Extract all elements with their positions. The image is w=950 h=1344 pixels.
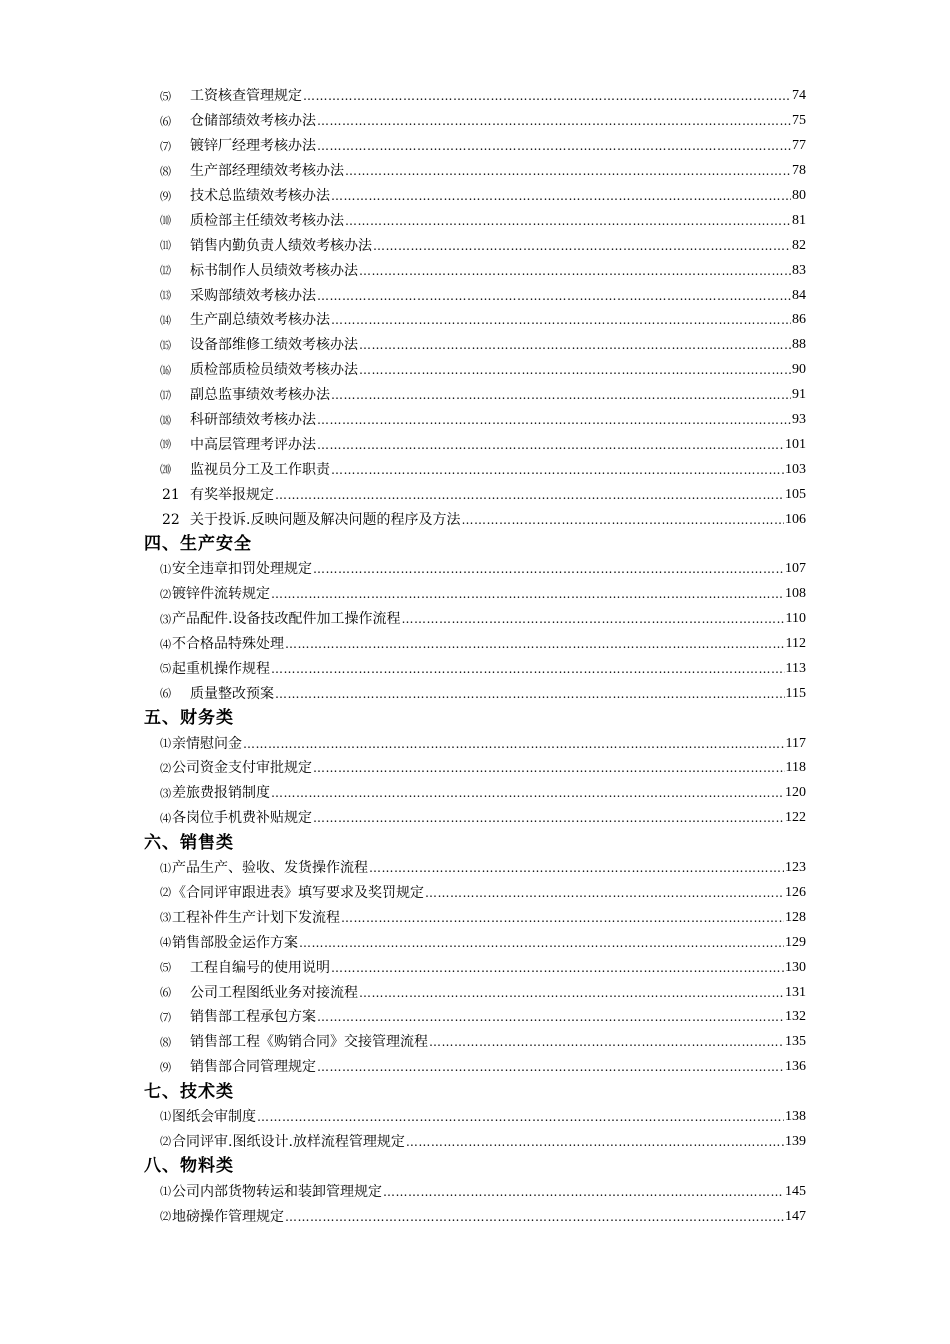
leader-dots	[317, 1061, 784, 1073]
entry-number: ⒅	[160, 413, 171, 427]
toc-entry[interactable]	[0, 856, 806, 881]
leader-dots	[313, 563, 784, 575]
leader-dots	[317, 140, 791, 152]
toc-entry[interactable]	[0, 1005, 806, 1030]
leader-dots	[331, 190, 791, 202]
entry-number: ⑴	[160, 861, 171, 875]
entry-number: ⒇	[160, 463, 171, 477]
toc-group-performance	[0, 84, 950, 532]
entry-page: 112	[785, 636, 806, 652]
leader-dots	[341, 912, 784, 924]
entry-title: 公司内部货物转运和装卸管理规定	[172, 1183, 382, 1200]
leader-dots	[406, 1136, 784, 1148]
entry-title: 采购部绩效考核办法	[190, 287, 316, 304]
entry-page: 136	[785, 1059, 806, 1075]
leader-dots	[331, 314, 791, 326]
leader-dots	[285, 1211, 784, 1223]
entry-number: ⑺	[160, 1010, 171, 1024]
entry-page: 101	[785, 436, 806, 452]
leader-dots	[271, 787, 784, 799]
entry-title: 合同评审.图纸设计.放样流程管理规定	[172, 1133, 405, 1150]
entry-title: 有奖举报规定	[190, 486, 274, 503]
entry-number: ⑵	[160, 886, 171, 900]
toc-entry[interactable]	[0, 1204, 806, 1229]
entry-page: 135	[785, 1034, 806, 1050]
leader-dots	[383, 1186, 784, 1198]
entry-title: 副总监事绩效考核办法	[190, 387, 330, 404]
entry-page: 74	[792, 88, 806, 104]
toc-entry[interactable]	[0, 383, 806, 408]
entry-page: 108	[785, 586, 806, 602]
entry-page: 84	[792, 287, 806, 303]
leader-dots	[331, 464, 784, 476]
leader-dots	[317, 1011, 784, 1023]
toc-entry[interactable]	[0, 507, 806, 532]
leader-dots	[359, 987, 784, 999]
toc-entry[interactable]	[0, 208, 806, 233]
leader-dots	[313, 762, 785, 774]
entry-title: 关于投诉.反映问题及解决问题的程序及方法	[190, 511, 461, 528]
leader-dots	[331, 389, 791, 401]
leader-dots	[271, 663, 785, 675]
entry-page: 129	[785, 934, 806, 950]
leader-dots	[373, 240, 791, 252]
leader-dots	[369, 862, 784, 874]
leader-dots	[275, 489, 784, 501]
toc-entry[interactable]	[0, 557, 806, 582]
entry-page: 83	[792, 262, 806, 278]
entry-number: ⑶	[160, 911, 171, 925]
entry-page: 138	[785, 1108, 806, 1124]
entry-title: 差旅费报销制度	[172, 785, 270, 802]
entry-title: 镀锌件流转规定	[172, 586, 270, 603]
entry-page: 118	[785, 760, 806, 776]
leader-dots	[359, 265, 791, 277]
toc-entry[interactable]	[0, 1030, 806, 1055]
entry-title: 技术总监绩效考核办法	[190, 188, 330, 204]
entry-page: 139	[785, 1133, 806, 1149]
entry-title: 起重机操作规程	[172, 660, 270, 677]
leader-dots	[461, 514, 784, 526]
leader-dots	[317, 439, 784, 451]
entry-page: 81	[792, 212, 806, 228]
entry-number: ⒄	[160, 388, 171, 402]
entry-title: 产品配件.设备技改配件加工操作流程	[172, 611, 401, 628]
leader-dots	[303, 90, 791, 102]
entry-number: ⑵	[160, 587, 171, 601]
toc-entry[interactable]	[0, 905, 806, 930]
toc-entry[interactable]	[0, 607, 806, 632]
section-heading: 七、技术类	[144, 1081, 234, 1102]
entry-page: 130	[785, 959, 806, 975]
entry-title: 销售部合同管理规定	[190, 1059, 316, 1076]
toc-entry[interactable]	[0, 632, 806, 657]
leader-dots	[271, 588, 784, 600]
entry-page: 93	[792, 412, 806, 428]
entry-page: 80	[792, 188, 806, 203]
table-of-contents	[0, 84, 950, 1229]
toc-entry[interactable]	[0, 781, 806, 806]
entry-title: 地磅操作管理规定	[172, 1208, 284, 1225]
entry-number: ⑴	[160, 562, 171, 576]
entry-title: 镀锌厂经理考核办法	[190, 138, 316, 155]
entry-title: 质检部质检员绩效考核办法	[190, 362, 358, 379]
entry-title: 质量整改预案	[190, 685, 274, 702]
entry-title: 安全违章扣罚处理规定	[172, 561, 312, 578]
toc-entry[interactable]	[0, 731, 806, 756]
entry-number: 22	[162, 511, 180, 528]
toc-entry[interactable]	[0, 283, 806, 308]
leader-dots	[331, 962, 784, 974]
toc-entry[interactable]	[0, 930, 806, 955]
entry-title: 工程自编号的使用说明	[190, 959, 330, 976]
entry-page: 115	[785, 685, 806, 701]
entry-title: 仓储部绩效考核办法	[190, 113, 316, 130]
toc-entry[interactable]	[0, 656, 806, 681]
entry-title: 工资核查管理规定	[190, 88, 302, 105]
entry-title: 图纸会审制度	[172, 1108, 256, 1125]
toc-entry[interactable]	[0, 258, 806, 283]
entry-page: 105	[785, 486, 806, 502]
entry-number: ⑶	[160, 786, 171, 800]
leader-dots	[317, 414, 791, 426]
entry-title: 产品生产、验收、发货操作流程	[172, 860, 368, 877]
entry-page: 126	[785, 884, 806, 900]
leader-dots	[317, 115, 791, 127]
toc-entry[interactable]	[0, 582, 806, 607]
entry-number: ⑹	[160, 114, 171, 128]
entry-number: ⑴	[160, 1185, 171, 1199]
leader-dots	[429, 1036, 784, 1048]
entry-title: 亲情慰问金	[172, 735, 242, 752]
entry-title: 不合格品特殊处理	[172, 636, 284, 653]
entry-title: 工程补件生产计划下发流程	[172, 909, 340, 926]
entry-title: 科研部绩效考核办法	[190, 412, 316, 429]
leader-dots	[243, 738, 785, 750]
entry-page: 120	[785, 785, 806, 801]
entry-page: 122	[785, 810, 806, 826]
entry-number: ⒀	[160, 289, 171, 303]
section-heading: 四、生产安全	[144, 533, 252, 554]
entry-page: 107	[785, 561, 806, 577]
entry-number: ⑻	[160, 164, 171, 178]
entry-title: 生产部经理绩效考核办法	[190, 163, 344, 180]
entry-title: 各岗位手机费补贴规定	[172, 810, 312, 827]
entry-page: 103	[785, 461, 806, 477]
entry-number: ⑵	[160, 761, 171, 775]
entry-number: ⑹	[160, 986, 171, 999]
leader-dots	[317, 290, 791, 302]
leader-dots	[313, 812, 784, 824]
toc-entry[interactable]	[0, 482, 806, 507]
entry-number: ⒂	[160, 338, 171, 352]
entry-title: 销售内勤负责人绩效考核办法	[190, 237, 372, 254]
entry-page: 147	[785, 1208, 806, 1224]
entry-page: 132	[785, 1009, 806, 1025]
entry-page: 131	[785, 984, 806, 1000]
entry-number: ⑸	[160, 961, 171, 975]
entry-number: ⑷	[160, 811, 171, 825]
entry-number: ⑸	[160, 89, 171, 103]
entry-number: ⒃	[160, 363, 171, 377]
toc-entry[interactable]	[0, 184, 806, 209]
entry-page: 88	[792, 337, 806, 353]
entry-page: 82	[792, 237, 806, 253]
entry-title: 公司资金支付审批规定	[172, 760, 312, 777]
toc-entry[interactable]	[0, 955, 806, 980]
entry-number: ⒆	[160, 438, 171, 452]
entry-page: 128	[785, 909, 806, 925]
entry-number: ⑹	[160, 687, 171, 701]
entry-title: 销售部股金运作方案	[172, 934, 298, 951]
toc-entry[interactable]	[0, 333, 806, 358]
entry-number: ⑽	[160, 214, 171, 228]
entry-number: ⑴	[160, 737, 171, 751]
toc-entry[interactable]	[0, 806, 806, 831]
leader-dots	[257, 1111, 784, 1123]
leader-dots	[425, 887, 784, 899]
entry-title: 标书制作人员绩效考核办法	[190, 262, 358, 279]
entry-number: ⑿	[160, 264, 171, 278]
entry-number: ⒁	[160, 313, 171, 327]
toc-entry[interactable]	[0, 681, 806, 706]
section-heading: 六、销售类	[144, 832, 234, 853]
entry-number: ⑼	[160, 1060, 171, 1074]
entry-title: 销售部工程《购销合同》交接管理流程	[190, 1034, 428, 1051]
entry-page: 145	[785, 1183, 806, 1199]
entry-page: 78	[792, 163, 806, 179]
toc-entry[interactable]	[0, 1179, 806, 1204]
entry-number: ⑻	[160, 1035, 171, 1049]
entry-title: 销售部工程承包方案	[190, 1009, 316, 1026]
toc-entry[interactable]	[0, 358, 806, 383]
entry-number: ⑸	[160, 662, 171, 676]
section-heading: 五、财务类	[144, 708, 234, 729]
toc-entry[interactable]	[0, 134, 806, 159]
entry-page: 90	[792, 362, 806, 378]
leader-dots	[285, 638, 785, 650]
toc-entry[interactable]	[0, 1055, 806, 1080]
entry-title: 设备部维修工绩效考核办法	[190, 337, 358, 354]
entry-number: ⑶	[160, 612, 171, 626]
entry-page: 86	[792, 312, 806, 328]
toc-entry[interactable]	[0, 756, 806, 781]
entry-title: 《合同评审跟进表》填写要求及奖罚规定	[172, 884, 424, 901]
leader-dots	[401, 613, 784, 625]
toc-entry[interactable]	[0, 308, 806, 333]
leader-dots	[299, 937, 784, 949]
entry-number: ⑷	[160, 936, 171, 950]
entry-number: ⑼	[160, 189, 171, 203]
toc-entry[interactable]	[0, 1129, 806, 1154]
entry-page: 117	[785, 735, 806, 751]
section-heading: 八、物料类	[144, 1156, 234, 1177]
toc-entry[interactable]	[0, 109, 806, 134]
toc-entry[interactable]	[0, 881, 806, 906]
entry-page: 123	[785, 860, 806, 876]
entry-title: 中高层管理考评办法	[190, 436, 316, 453]
leader-dots	[345, 215, 791, 227]
toc-entry[interactable]	[0, 84, 806, 109]
entry-number: 21	[162, 486, 180, 503]
leader-dots	[345, 165, 791, 177]
entry-page: 91	[792, 387, 806, 403]
toc-entry[interactable]	[0, 1105, 806, 1130]
entry-page: 75	[792, 113, 806, 129]
entry-page: 77	[792, 138, 806, 154]
entry-number: ⑷	[160, 637, 171, 651]
entry-number: ⑺	[160, 139, 171, 153]
entry-title: 生产副总绩效考核办法	[190, 312, 330, 329]
toc-entry[interactable]	[0, 432, 806, 457]
toc-entry[interactable]	[0, 233, 806, 258]
entry-number: ⑵	[160, 1210, 171, 1224]
entry-title: 监视员分工及工作职责	[190, 461, 330, 478]
toc-entry[interactable]	[0, 159, 806, 184]
entry-page: 106	[785, 511, 806, 527]
leader-dots	[359, 364, 791, 376]
leader-dots	[359, 339, 791, 351]
entry-number: ⑴	[160, 1110, 171, 1124]
entry-title: 公司工程图纸业务对接流程	[190, 984, 358, 1001]
leader-dots	[275, 688, 785, 700]
toc-entry[interactable]	[0, 408, 806, 433]
entry-page: 113	[785, 660, 806, 676]
entry-title: 质检部主任绩效考核办法	[190, 212, 344, 229]
entry-number: ⑵	[160, 1135, 171, 1149]
entry-number: ⑾	[160, 239, 171, 253]
toc-entry[interactable]	[0, 980, 806, 1005]
entry-page: 110	[785, 611, 806, 627]
toc-entry[interactable]	[0, 457, 806, 482]
